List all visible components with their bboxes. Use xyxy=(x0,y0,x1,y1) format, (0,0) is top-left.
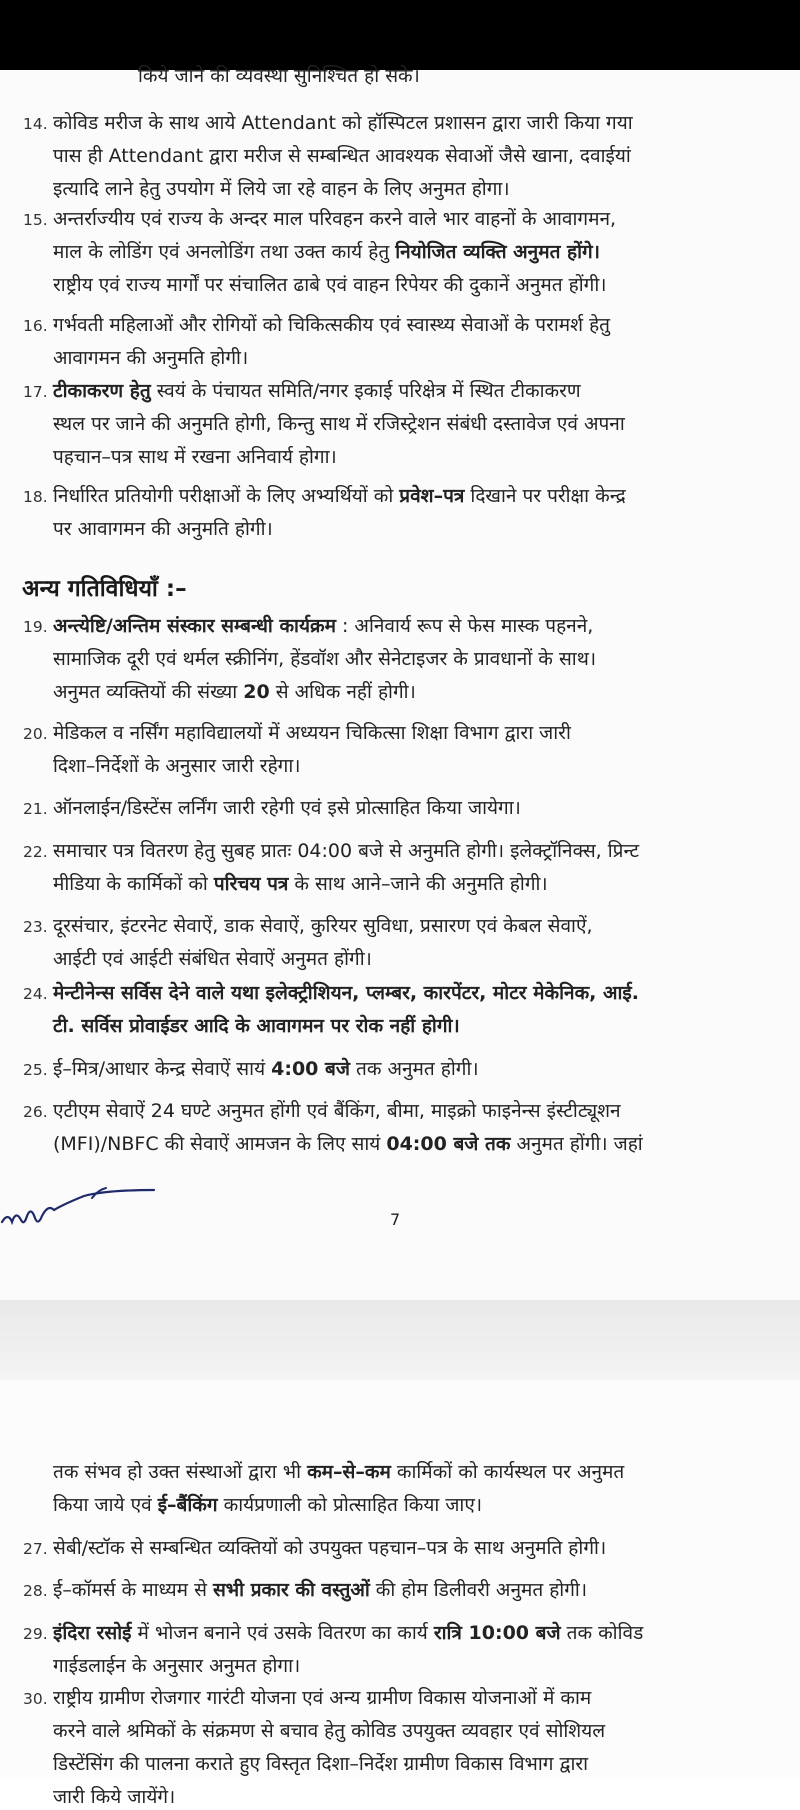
text-run: निर्धारित प्रतियोगी परीक्षाओं के लिए अभ्यर्थियों को xyxy=(53,485,400,507)
text-line xyxy=(53,312,610,338)
item-number: 26. xyxy=(23,1103,48,1121)
text-run: आईटी एवं आईटी संबंधित सेवाऐं अनुमत होंगी। xyxy=(53,948,372,970)
text-run: जारी किये जायेंगे। xyxy=(53,1786,176,1808)
item-number: 23. xyxy=(23,918,48,936)
text-run: आवागमन की अनुमति होगी। xyxy=(53,347,249,369)
bold-text: 20 xyxy=(243,681,270,703)
text-line xyxy=(53,720,571,746)
text-run: मीडिया के कार्मिकों को xyxy=(53,873,214,895)
text-line xyxy=(53,1131,643,1157)
text-run: समाचार पत्र वितरण हेतु सुबह प्रातः 04:00 बजे से अनुमति होगी। इलेक्ट्रॉनिक्स, प्रिन्ट xyxy=(53,840,640,862)
text-run: ऑनलाईन/डिस्टेंस लर्निंग जारी रहेगी एवं इसे प्रोत्साहित किया जायेगा। xyxy=(53,797,521,819)
text-run: कोविड मरीज के साथ आये Attendant को हॉस्पिटल प्रशासन द्वारा जारी किया गया xyxy=(53,112,633,134)
signature-icon xyxy=(0,1178,160,1242)
text-run: स्थल पर जाने की अनुमति होगी, किन्तु साथ में रजिस्ट्रेशन संबंधी दस्तावेज एवं अपना xyxy=(53,413,625,435)
item-number: 14. xyxy=(23,115,48,133)
text-line xyxy=(53,1751,588,1777)
text-run: डिस्टेंसिंग की पालना कराते हुए विस्तृत दिशा–निर्देश ग्रामीण विकास विभाग द्वारा xyxy=(53,1753,589,1775)
text-run: (MFI)/NBFC की सेवाऐं आमजन के लिए सायं xyxy=(53,1133,387,1155)
bold-text: कम–से–कम xyxy=(307,1461,391,1483)
text-line xyxy=(53,378,581,404)
text-run: से अधिक नहीं होगी। xyxy=(269,681,416,703)
text-run: पास ही Attendant द्वारा मरीज से सम्बन्धित आवश्यक सेवाओं जैसे खाना, दवाईयां xyxy=(53,145,631,167)
item-number: 19. xyxy=(23,618,48,636)
text-line xyxy=(53,838,639,864)
bold-text: प्रवेश–पत्र xyxy=(399,485,465,507)
item-number: 27. xyxy=(23,1540,48,1558)
text-line xyxy=(53,1013,460,1039)
continuation-line: किये जाने की व्यवस्था सुनिश्चित हो सके। xyxy=(138,65,420,87)
text-line xyxy=(53,913,593,939)
text-run: मेडिकल व नर्सिंग महाविद्यालयों में अध्ययन चिकित्सा शिक्षा विभाग द्वारा जारी xyxy=(53,722,571,744)
text-run: तक कोविड xyxy=(560,1622,644,1644)
text-run: तक अनुमत होगी। xyxy=(349,1058,479,1080)
text-line xyxy=(53,1459,624,1485)
text-line xyxy=(53,444,337,470)
text-run: माल के लोडिंग एवं अनलोडिंग तथा उक्त कार्य हेतु xyxy=(53,241,396,263)
item-number: 22. xyxy=(23,843,48,861)
item-number: 24. xyxy=(23,985,48,1003)
text-run: राष्ट्रीय एवं राज्य मार्गों पर संचालित ढाबे एवं वाहन रिपेयर की दुकानें अनुमत होंगी। xyxy=(53,274,607,296)
bold-text: परिचय पत्र xyxy=(213,873,289,895)
page-number: 7 xyxy=(390,1210,401,1229)
text-line xyxy=(53,143,631,169)
page-gap xyxy=(0,1300,800,1380)
text-run: गाईडलाईन के अनुसार अनुमत होगा। xyxy=(53,1655,301,1677)
text-line xyxy=(53,345,248,371)
text-line xyxy=(53,946,372,972)
text-run: ई–मित्र/आधार केन्द्र सेवाऐं सायं xyxy=(53,1058,272,1080)
text-line xyxy=(53,980,639,1006)
text-run: कार्मिकों को कार्यस्थल पर अनुमत xyxy=(390,1461,625,1483)
section-heading: अन्य गतिविधियाँ :– xyxy=(22,576,187,602)
text-run: राष्ट्रीय ग्रामीण रोजगार गारंटी योजना एवं अन्य ग्रामीण विकास योजनाओं में काम xyxy=(53,1687,592,1709)
text-line xyxy=(53,1718,605,1744)
bold-text: टी. सर्विस प्रोवाईडर आदि के आवागमन पर रोक नहीं होगी। xyxy=(53,1015,460,1037)
item-number: 20. xyxy=(23,725,48,743)
item-number: 17. xyxy=(23,383,48,401)
bold-text: टीकाकरण हेतु xyxy=(53,380,151,402)
text-run: की होम डिलीवरी अनुमत होगी। xyxy=(369,1579,588,1601)
bold-text: 04:00 बजे तक xyxy=(386,1133,511,1155)
text-run: करने वाले श्रमिकों के संक्रमण से बचाव हेतु कोविड उपयुक्त व्यवहार एवं सोशियल xyxy=(53,1720,606,1742)
text-line xyxy=(53,176,510,202)
text-line xyxy=(53,1577,587,1603)
text-run: अनुमत व्यक्तियों की संख्या xyxy=(53,681,244,703)
text-line xyxy=(53,679,416,705)
text-run: गर्भवती महिलाओं और रोगियों को चिकित्सकीय एवं स्वास्थ्य सेवाओं के परामर्श हेतु xyxy=(53,314,611,336)
text-run: किया जाये एवं xyxy=(53,1494,158,1516)
item-number: 29. xyxy=(23,1625,48,1643)
text-line xyxy=(53,1685,591,1711)
text-run: पर आवागमन की अनुमति होगी। xyxy=(53,518,273,540)
text-line xyxy=(53,1784,175,1810)
text-line xyxy=(53,516,273,542)
text-line xyxy=(53,411,625,437)
bold-text: ई–बैंकिंग xyxy=(157,1494,218,1516)
bold-text: रात्रि 10:00 बजे xyxy=(433,1622,561,1644)
text-run: एटीएम सेवाऐं 24 घण्टे अनुमत होंगी एवं बैंकिंग, बीमा, माइक्रो फाइनेन्स इंस्टीट्यूशन xyxy=(53,1100,621,1122)
text-run: तक संभव हो उक्त संस्थाओं द्वारा भी xyxy=(53,1461,308,1483)
top-black-bar xyxy=(0,0,800,70)
text-line xyxy=(53,613,593,639)
bold-text: 4:00 बजे xyxy=(271,1058,350,1080)
text-run: सेबी/स्टॉक से सम्बन्धित व्यक्तियों को उपयुक्त पहचान–पत्र के साथ अनुमति होगी। xyxy=(53,1537,607,1559)
text-run: दिखाने पर परीक्षा केन्द्र xyxy=(464,485,626,507)
text-run: अन्तर्राज्यीय एवं राज्य के अन्दर माल परिवहन करने वाले भार वाहनों के आवागमन, xyxy=(53,208,617,230)
text-run: दिशा–निर्देशों के अनुसार जारी रहेगा। xyxy=(53,755,301,777)
text-line xyxy=(53,206,616,232)
text-run: सामाजिक दूरी एवं थर्मल स्क्रीनिंग, हेंडवॉश और सेनेटाइजर के प्रावधानों के साथ। xyxy=(53,648,597,670)
text-run: इत्यादि लाने हेतु उपयोग में लिये जा रहे वाहन के लिए अनुमत होगा। xyxy=(53,178,510,200)
text-run: पहचान–पत्र साथ में रखना अनिवार्य होगा। xyxy=(53,446,337,468)
text-run: ई–कॉमर्स के माध्यम से xyxy=(53,1579,213,1601)
bold-text: नियोजित व्यक्ति अनुमत होंगे। xyxy=(395,241,600,263)
text-run: कार्यप्रणाली को प्रोत्साहित किया जाए। xyxy=(217,1494,483,1516)
item-number: 18. xyxy=(23,488,48,506)
bold-text: अन्त्येष्टि/अन्तिम संस्कार सम्बन्धी कार्यक्रम xyxy=(53,615,336,637)
text-line xyxy=(53,795,521,821)
text-run: में भोजन बनाने एवं उसके वितरण का कार्य xyxy=(131,1622,434,1644)
bold-text: सभी प्रकार की वस्तुओं xyxy=(212,1579,370,1601)
bold-text: इंदिरा रसोई xyxy=(53,1622,132,1644)
text-line xyxy=(53,871,548,897)
item-number: 16. xyxy=(23,317,48,335)
bold-text: मेन्टीनेन्स सर्विस देने वाले यथा इलेक्ट्रीशियन, प्लम्बर, कारपेंटर, मोटर मेकेनिक, आई. xyxy=(53,982,639,1004)
text-run: के साथ आने–जाने की अनुमति होगी। xyxy=(288,873,548,895)
text-run: दूरसंचार, इंटरनेट सेवाऐं, डाक सेवाऐं, कुरियर सुविधा, प्रसारण एवं केबल सेवाऐं, xyxy=(53,915,593,937)
text-line xyxy=(53,1653,300,1679)
text-run: : अनिवार्य रूप से फेस मास्क पहनने, xyxy=(335,615,594,637)
text-line xyxy=(53,646,596,672)
item-number: 21. xyxy=(23,800,48,818)
text-line xyxy=(53,1098,621,1124)
text-line xyxy=(53,753,301,779)
text-line xyxy=(53,239,600,265)
text-line xyxy=(53,110,633,136)
item-number: 25. xyxy=(23,1061,48,1079)
item-number: 15. xyxy=(23,211,48,229)
text-run: अनुमत होंगी। जहां xyxy=(510,1133,643,1155)
text-line xyxy=(53,483,626,509)
text-line xyxy=(53,272,607,298)
text-line xyxy=(53,1620,643,1646)
text-line xyxy=(53,1056,479,1082)
item-number: 30. xyxy=(23,1690,48,1708)
item-number: 28. xyxy=(23,1582,48,1600)
text-line xyxy=(53,1492,482,1518)
text-run: स्वयं के पंचायत समिति/नगर इकाई परिक्षेत्र में स्थित टीकाकरण xyxy=(150,380,581,402)
text-line xyxy=(53,1535,606,1561)
